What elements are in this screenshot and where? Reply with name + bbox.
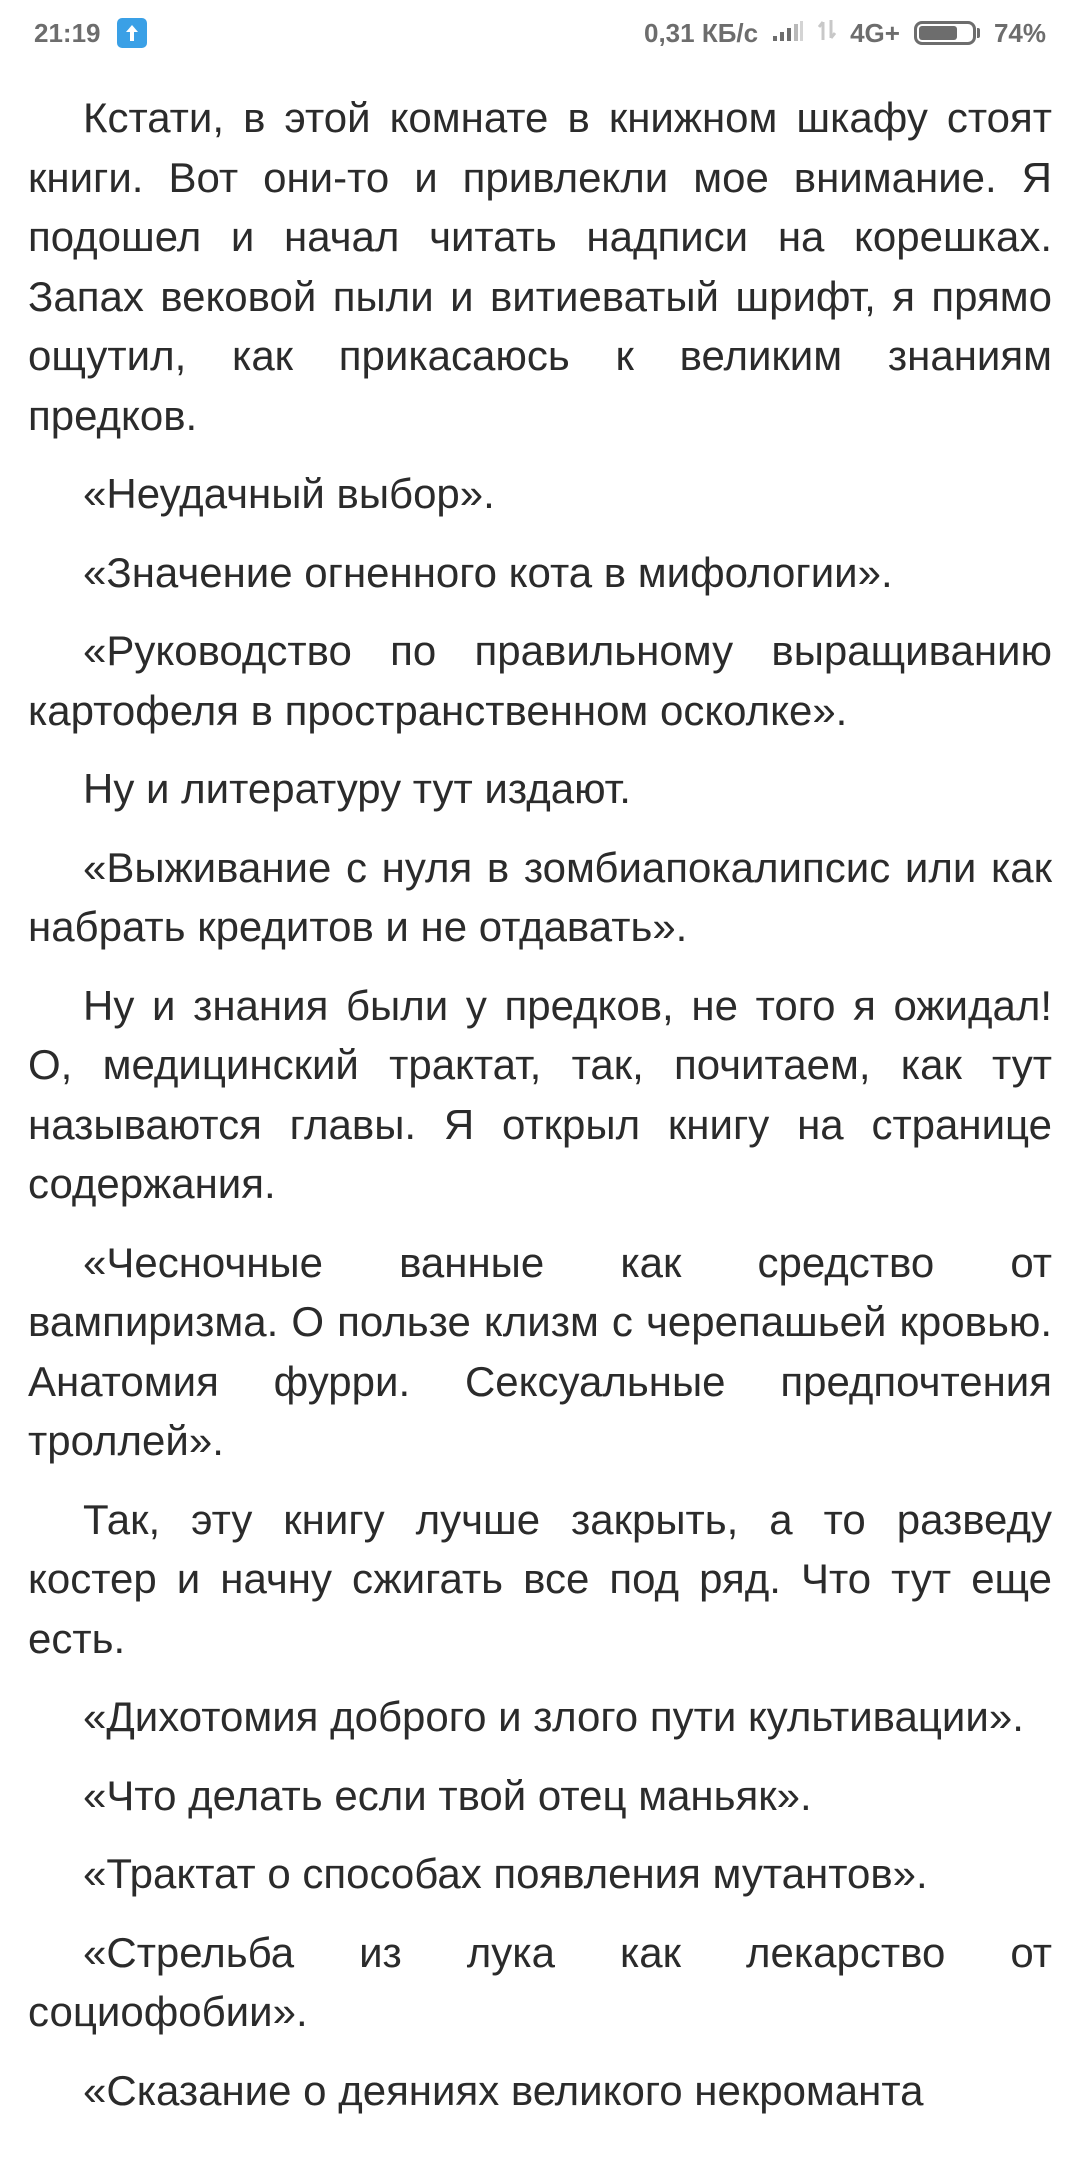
- status-right: [630, 18, 1046, 49]
- paragraph: «Выживание с нуля в зомбиапокалипсис или как набрать кредитов и не отдавать».: [28, 843, 1052, 950]
- paragraph: Ну и знания были у предков, не того я ожидал! О, медицинский трактат, так, почитаем, как тут называются главы. Я открыл книгу на странице содержания.: [28, 981, 1052, 1207]
- paragraph: «Руководство по правильному выращиванию картофеля в пространственном осколке».: [28, 627, 1052, 734]
- reader-text[interactable]: [28, 88, 1052, 2139]
- paragraph: Кстати, в этой комнате в книжном шкафу стоят книги. Вот они-то и привлекли мое внимание. Я подошел и начал читать надписи на корешках. Запах вековой пыли и витиеватый шрифт, я прямо ощутил, как прикасаюсь к великим знаниям предков.: [28, 94, 1052, 439]
- paragraph: Ну и литературу тут издают.: [83, 765, 631, 812]
- battery-body: [914, 21, 976, 45]
- network-speed: 0,31 КБ/с: [644, 17, 759, 48]
- status-left: [34, 18, 147, 49]
- paragraph: «Стрельба из лука как лекарство от социофобии».: [28, 1928, 1052, 2035]
- upload-arrow-icon: [117, 18, 147, 48]
- battery-fill: [919, 26, 957, 40]
- paragraph: «Трактат о способах появления мутантов».: [83, 1850, 928, 1897]
- battery-icon: [914, 21, 980, 45]
- battery-tip: [977, 28, 980, 38]
- battery-percent: 74%: [993, 17, 1046, 48]
- cellular-signal-icon: [772, 18, 804, 49]
- paragraph: «Чесночные ванные как средство от вампиризма. О пользе клизм с черепашьей кровью. Анатомия фурри. Сексуальные предпочтения троллей».: [28, 1238, 1052, 1464]
- paragraph: «Сказание о деяниях великого некроманта: [83, 2066, 924, 2114]
- status-bar: [0, 0, 1080, 66]
- paragraph: «Неудачный выбор».: [83, 470, 495, 517]
- paragraph: «Значение огненного кота в мифологии».: [83, 548, 893, 596]
- paragraph: «Дихотомия доброго и злого пути культивации».: [83, 1693, 1024, 1740]
- data-transfer-icon: [818, 18, 836, 49]
- paragraph: Так, эту книгу лучше закрыть, а то разведу костер и начну сжигать все под ряд. Что тут еще есть.: [28, 1495, 1052, 1662]
- paragraph: «Что делать если твой отец маньяк».: [83, 1771, 812, 1819]
- status-time: 21:19: [34, 17, 101, 48]
- network-type: 4G+: [850, 17, 900, 48]
